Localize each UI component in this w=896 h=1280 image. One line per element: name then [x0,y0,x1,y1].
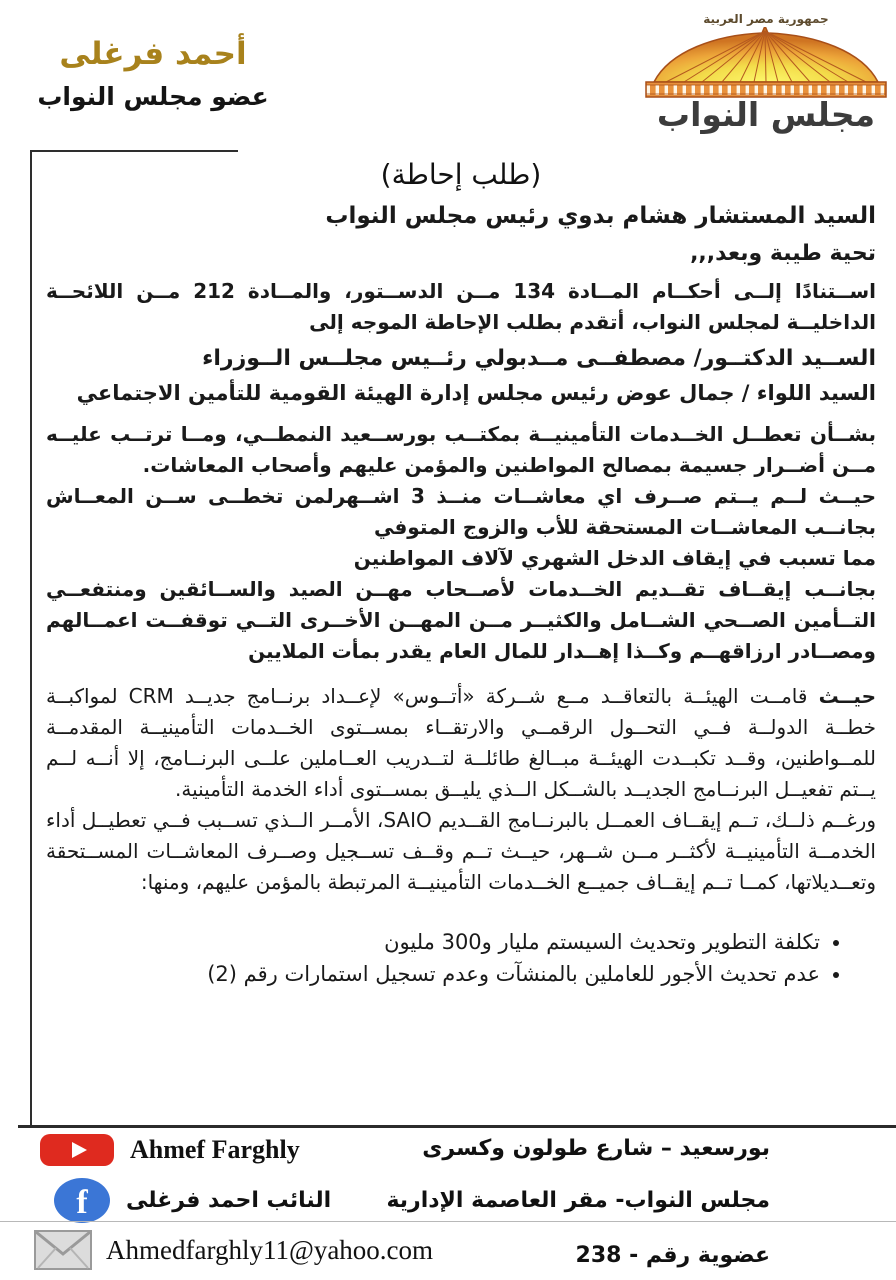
services-paragraph: بجانــب إيقــاف تقــديم الخــدمات لأصــحاب مهــن الصيد والســائقين ومنتفعــي التــأمين الصــحي الشــامل والكثيــر مــن المهــن الأخــرى التــي توقفــت اعمــالهم ومصــادر ارزاقهــم وكــذا إهــدار للمال العام يقدر بمأت الملايين [46,577,876,663]
youtube-contact [40,1134,300,1166]
email-icon [34,1230,92,1270]
pensions-paragraph: حيــث لــم يــتم صــرف اي معاشــات منــذ 3 اشــهرلمن تخطــى ســن المعــاش بجانــب المعاشــات المستحقة للأب والزوج المتوفي [46,484,876,539]
address-line-portsaid: بورسعيد – شارع طولون وكسرى [422,1136,770,1161]
facebook-handle: النائب احمد فرغلى [126,1188,332,1213]
addressee-speaker: السيد المستشار هشام بدوي رئيس مجلس النواب [325,203,876,229]
address-line-capital: مجلس النواب- مقر العاصمة الإدارية [386,1188,770,1213]
logo-council-text: مجلس النواب [656,95,876,134]
crm-paragraph-lead: حيــث [818,684,876,708]
member-title: عضو مجلس النواب [37,82,269,111]
youtube-handle: Ahmef Farghly [130,1135,300,1164]
addressee-authority-chairman: السيد اللواء / جمال عوض رئيس مجلس إدارة الهيئة القومية للتأمين الاجتماعي [76,381,876,405]
issues-list [46,926,876,990]
facebook-icon: f [54,1178,110,1223]
member-name: أحمد فرغلى [59,36,247,72]
member-header [28,36,278,111]
parliament-dome-icon [644,27,888,99]
parliament-logo [638,12,894,134]
intro-paragraph: اســتنادًا إلــى أحكــام المــادة 134 مــن الدســتور، والمــادة 212 مــن اللائحــة الداخليــة لمجلس النواب، أتقدم بطلب الإحاطة الموجه إلى [46,279,877,334]
membership-number: عضوية رقم - 238 [575,1243,770,1268]
greeting-line: تحية طيبة وبعد,,, [690,241,876,266]
list-item: • عدم تحديث الأجور للعاملين بالمنشآت وعدم تسجيل استمارات رقم (2) [46,958,820,990]
crm-paragraph [46,681,876,805]
facebook-contact [54,1178,331,1223]
office-address-block [370,1136,770,1268]
saio-paragraph: ورغــم ذلــك، تــم إيقــاف العمــل بالبرنــامج القــديم SAIO، الأمــر الــذي تســبب فــي تعطيــل أداء الخدمــة التأمينيــة لأكثــر مــن شــهر، حيــث تــم وقــف تســجيل وصــرف المعاشــات المســتحقة وتعــديلاتها، كمــا تــم إيقــاف جميــع الخــدمات التأمينيــة المرتبطة بالمؤمن عليهم، ومنها: [46,808,876,894]
frame-bottom-rule [18,1125,896,1128]
crm-paragraph-rest: قامــت الهيئــة بالتعاقــد مــع شــركة «أتــوس» لإعــداد برنــامج جديــد CRM لمواكبــة خطــة الدولــة فــي التحــول الرقمــي والارتقــاء بمســتوى الخــدمات التأمينيــة المقدمــة للمــواطنين، وقــد تكبــدت الهيئــة مبــالغ طائلــة لتــدريب العــاملين علــى البرنــامج، إلا أنــه لــم يــتم تفعيــل البرنــامج الجديــد بالشــكل الــذي يليــق بمســتوى أداء الخدمة التأمينية. [46,684,876,801]
email-address: Ahmedfarghly11@yahoo.com [106,1234,434,1265]
income-paragraph: مما تسبب في إيقاف الدخل الشهري لآلاف المواطنين [353,546,876,570]
document-title: (طلب إحاطة) [380,158,542,191]
youtube-icon [40,1134,114,1166]
addressee-prime-minister: الســيد الدكتــور/ مصطفــى مــدبولي رئــيس مجلــس الــوزراء [202,346,876,371]
list-item: • تكلفة التطوير وتحديث السيستم مليار و300 مليون [46,926,820,958]
subject-paragraph: بشــأن تعطــل الخــدمات التأمينيــة بمكتــب بورســعيد النمطــي، ومــا ترتــب عليــه مــن أضــرار جسيمة بمصالح المواطنين والمؤمن عليهم وأصحاب المعاشات. [46,422,876,477]
logo-country-text: جمهورية مصر العربية [703,12,829,26]
letter-body [30,150,896,1125]
